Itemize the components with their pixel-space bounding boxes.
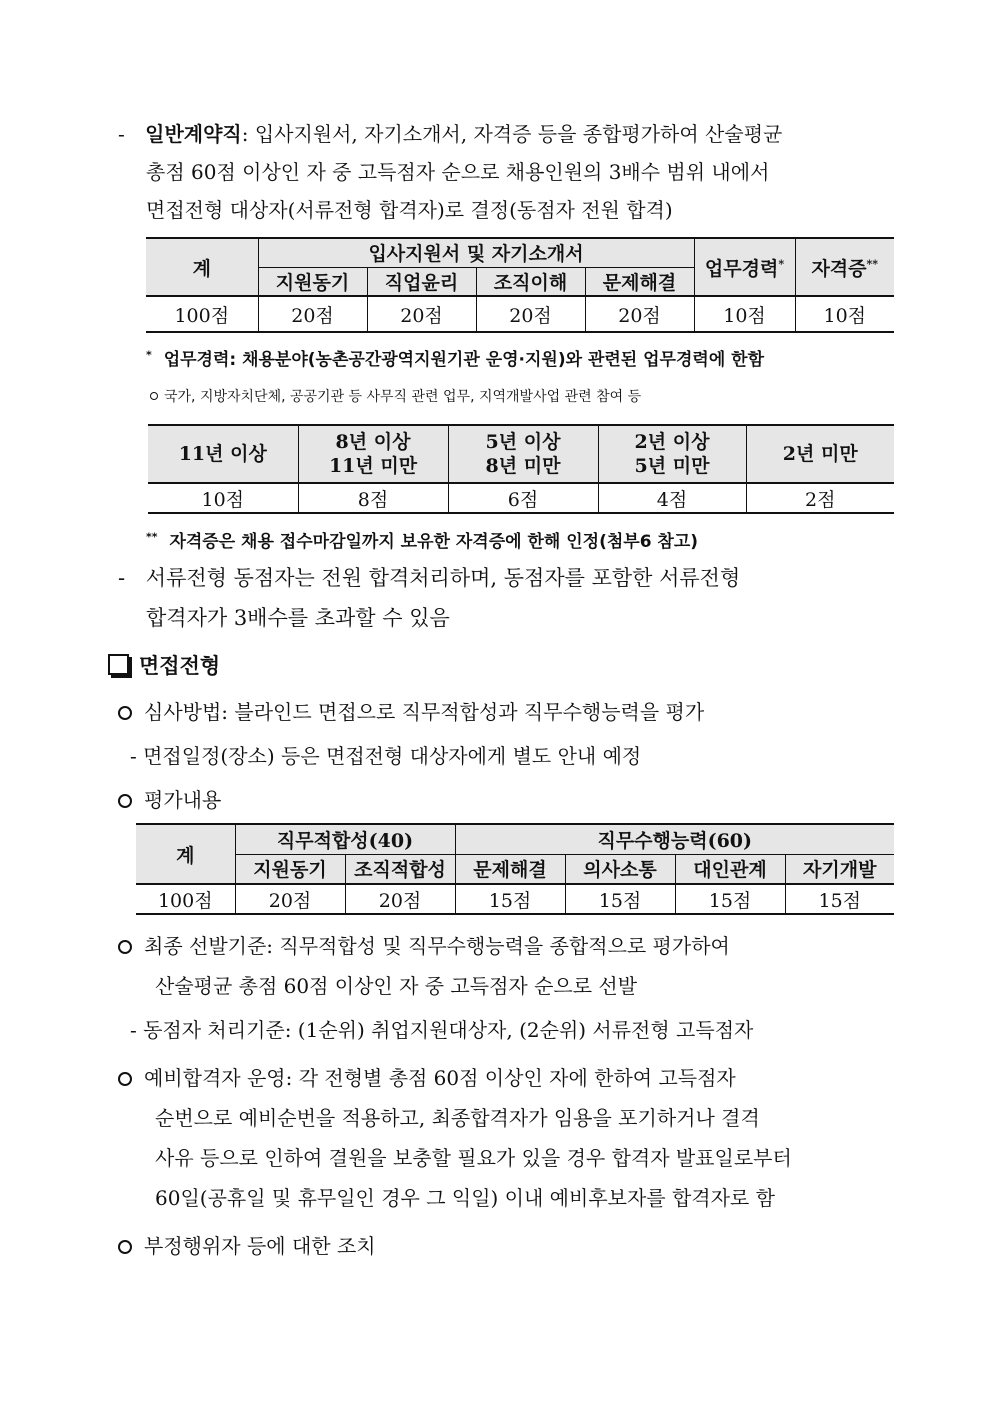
t3-value: 15점 (675, 884, 785, 914)
reserve-line1 (118, 1058, 736, 1098)
final-line2: 산술평균 총점 60점 이상인 자 중 고득점자 순으로 선발 (155, 974, 638, 998)
section-title: 면접전형 (139, 654, 221, 678)
t3-sub-header: 지원동기 (235, 854, 345, 884)
para2-line1 (118, 558, 740, 598)
t3-group2-header: 직무수행능력(60) (455, 824, 894, 854)
experience-score-table (148, 424, 894, 514)
t3-sub-header: 조직적합성 (345, 854, 455, 884)
para2-line2: 합격자가 3배수를 초과할 수 있음 (146, 606, 450, 630)
item-content-text: 평가내용 (144, 788, 222, 812)
final-tie: - 동점자 처리기준: (1순위) 취업지원대상자, (2순위) 서류전형 고득점자 (130, 1018, 754, 1042)
note1-sub (150, 385, 641, 409)
misconduct-text: 부정행위자 등에 대한 조치 (144, 1234, 376, 1258)
t1-sub-header: 지원동기 (258, 267, 367, 296)
note1-sub-text: 국가, 지방자치단체, 공공기관 등 사무직 관련 업무, 지역개발사업 관련 참여 등 (164, 389, 642, 405)
para1-text1: : 입사지원서, 자기소개서, 자격증 등을 종합평가하여 산술평균 (241, 122, 783, 146)
t3-value: 20점 (235, 884, 345, 914)
reserve-line4: 60일(공휴일 및 휴무일인 경우 그 익일) 이내 예비후보자를 합격자로 함 (155, 1186, 775, 1210)
t1-group-header: 입사지원서 및 자기소개서 (258, 238, 694, 267)
t3-sub-header: 대인관계 (675, 854, 785, 884)
t2-value: 4점 (598, 483, 746, 513)
t2-header: 11년 이상 (148, 425, 298, 483)
para1-line3: 면접전형 대상자(서류전형 합격자)로 결정(동점자 전원 합격) (146, 198, 673, 222)
t1-cert-header: 자격증** (795, 238, 894, 296)
item-content (118, 780, 221, 820)
circle-bullet-icon (118, 794, 132, 808)
t3-sub-header: 의사소통 (565, 854, 675, 884)
t1-value: 20점 (367, 296, 476, 332)
final-text1: 최종 선발기준: 직무적합성 및 직무수행능력을 종합적으로 평가하여 (144, 934, 730, 958)
t3-sub-header: 자기개발 (785, 854, 894, 884)
document-score-table (146, 237, 894, 333)
t3-value: 100점 (136, 884, 235, 914)
checkbox-square-icon (108, 654, 129, 675)
note1 (146, 340, 764, 380)
t2-header: 2년 이상 5년 미만 (598, 425, 746, 483)
t1-sub-header: 조직이해 (476, 267, 585, 296)
t2-header: 8년 이상 11년 미만 (298, 425, 448, 483)
note1-text: 업무경력: 채용분야(농촌공간광역지원기관 운영·지원)와 관련된 업무경력에 한함 (163, 350, 765, 370)
t1-value: 100점 (146, 296, 258, 332)
t2-header: 5년 이상 8년 미만 (448, 425, 598, 483)
para2-text1: 서류전형 동점자는 전원 합격처리하며, 동점자를 포함한 서류전형 (145, 566, 741, 590)
t1-sub-header: 문제해결 (585, 267, 694, 296)
t1-value: 10점 (823, 304, 867, 327)
item-method-text: 심사방법: 블라인드 면접으로 직무적합성과 직무수행능력을 평가 (144, 700, 705, 724)
circle-bullet-icon (118, 940, 132, 954)
t1-experience-header: 업무경력* (694, 238, 795, 296)
circle-bullet-icon (118, 1072, 132, 1086)
t1-value: 10점 (694, 296, 795, 332)
t3-value: 15점 (565, 884, 675, 914)
misconduct (118, 1226, 376, 1266)
note2-text: 자격증은 채용 접수마감일까지 보유한 자격증에 한해 인정(첨부6 참고) (169, 532, 699, 552)
para1-line2: 총점 60점 이상인 자 중 고득점자 순으로 채용인원의 3배수 범위 내에서 (146, 160, 770, 184)
small-circle-bullet-icon (150, 392, 158, 400)
t2-header: 2년 미만 (746, 425, 894, 483)
reserve-text1: 예비합격자 운영: 각 전형별 총점 60점 이상인 자에 한하여 고득점자 (144, 1066, 736, 1090)
para2-dash: - (118, 566, 126, 590)
item-method (118, 692, 704, 732)
t2-value: 6점 (448, 483, 598, 513)
t3-total-header: 계 (136, 824, 235, 884)
reserve-line3: 사유 등으로 인하여 결원을 보충할 필요가 있을 경우 합격자 발표일로부터 (155, 1146, 792, 1170)
para1-line1 (118, 114, 782, 154)
final-line1 (118, 926, 730, 966)
reserve-line2: 순번으로 예비순번을 적용하고, 최종합격자가 임용을 포기하거나 결격 (155, 1106, 760, 1130)
note2 (146, 522, 698, 562)
note1-mark: * (146, 348, 152, 362)
t1-value: 20점 (476, 296, 585, 332)
note2-mark: ** (146, 530, 158, 544)
t1-value: 20점 (258, 296, 367, 332)
t2-value: 10점 (148, 483, 298, 513)
t3-value: 15점 (455, 884, 565, 914)
t2-value: 8점 (298, 483, 448, 513)
t3-sub-header: 문제해결 (455, 854, 565, 884)
t3-value: 20점 (345, 884, 455, 914)
t1-sub-header: 직업윤리 (367, 267, 476, 296)
t1-total-header: 계 (146, 238, 258, 296)
t1-value: 20점 (585, 296, 694, 332)
para1-dash: - (118, 122, 125, 146)
circle-bullet-icon (118, 706, 132, 720)
t3-group1-header: 직무적합성(40) (235, 824, 455, 854)
para1-label: 일반계약직 (145, 122, 242, 146)
interview-score-table (136, 823, 894, 915)
t3-value: 15점 (818, 889, 862, 912)
t2-value: 2점 (805, 488, 836, 511)
item-schedule: - 면접일정(장소) 등은 면접전형 대상자에게 별도 안내 예정 (130, 744, 642, 768)
circle-bullet-icon (118, 1240, 132, 1254)
section-heading (108, 646, 220, 686)
